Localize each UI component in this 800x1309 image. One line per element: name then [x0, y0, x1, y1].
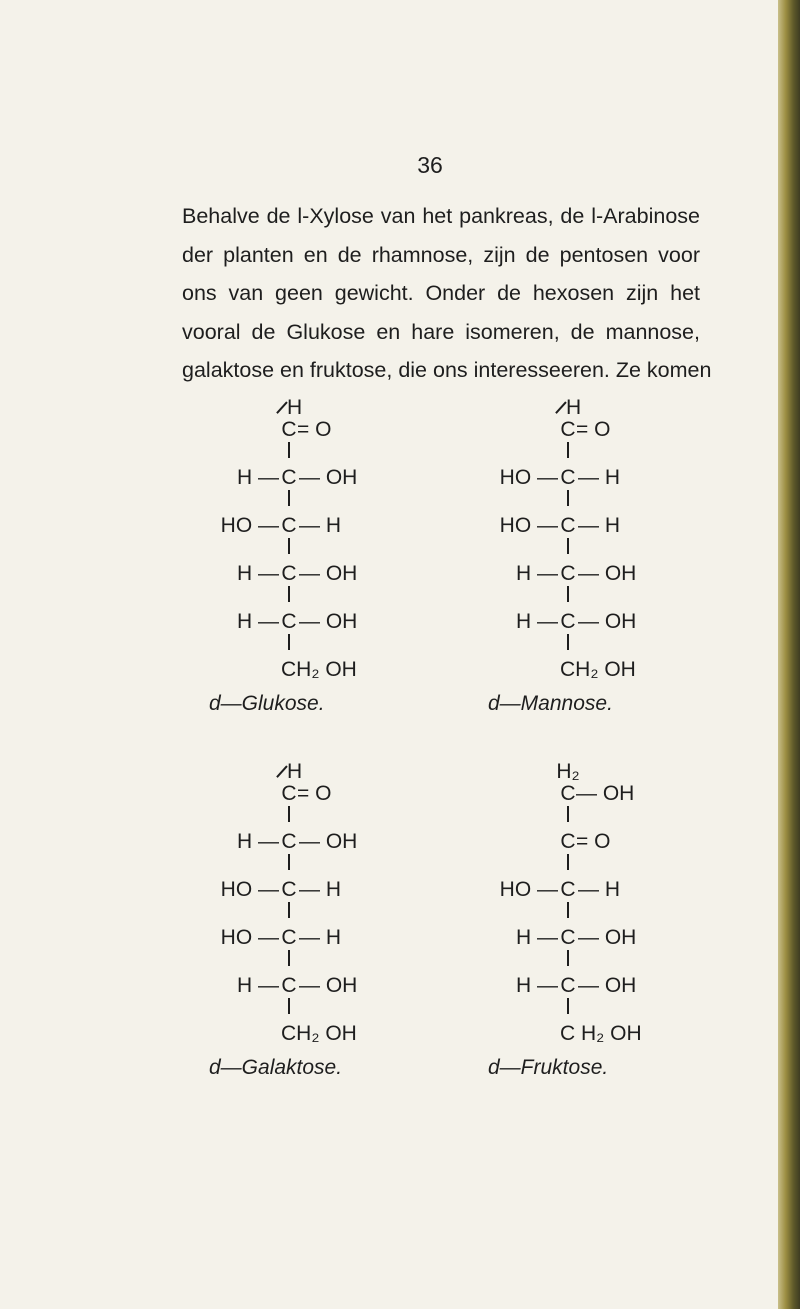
left-substituent: HO — [220, 514, 279, 537]
carbon-atom: C [560, 782, 576, 805]
vertical-bond [288, 490, 290, 506]
structure-caption: d—Galaktose. [209, 1056, 343, 1079]
carbon-atom: C [281, 782, 297, 805]
paragraph-line: ons van geen gewicht. Onder de hexosen zijn het [182, 281, 700, 306]
left-substituent: H — [516, 974, 558, 997]
carbon-atom: C [281, 418, 297, 441]
right-substituent: — OH [299, 466, 358, 489]
left-substituent: H — [516, 926, 558, 949]
carbon-atom: C [560, 878, 576, 901]
carbon-atom: C [281, 878, 297, 901]
vertical-bond [288, 806, 290, 822]
vertical-bond [567, 490, 569, 506]
left-substituent: H — [237, 562, 279, 585]
vertical-bond [288, 854, 290, 870]
carbon-substituent: = O [576, 418, 611, 441]
vertical-bond [288, 998, 290, 1014]
vertical-bond [567, 806, 569, 822]
right-substituent: — H [299, 878, 341, 901]
top-atom-label: H [287, 760, 303, 783]
right-substituent: — OH [299, 974, 358, 997]
carbon-atom: C [281, 974, 297, 997]
carbon-atom: C [281, 514, 297, 537]
paragraph-line: galaktose en fruktose, die ons interesseeren. Ze komen [182, 358, 712, 383]
structure-caption: d—Glukose. [209, 692, 325, 715]
carbon-substituent: = O [576, 830, 611, 853]
vertical-bond [567, 634, 569, 650]
right-substituent: — H [578, 466, 620, 489]
left-substituent: H — [516, 610, 558, 633]
terminal-group: CH₂ OH [560, 658, 636, 681]
vertical-bond [567, 586, 569, 602]
vertical-bond [288, 902, 290, 918]
vertical-bond [567, 902, 569, 918]
left-substituent: HO — [499, 878, 558, 901]
carbon-atom: C [560, 926, 576, 949]
carbon-atom: C [281, 562, 297, 585]
carbon-atom: C [281, 466, 297, 489]
carbon-atom: C [281, 926, 297, 949]
right-substituent: — OH [578, 974, 637, 997]
terminal-group: CH₂ OH [281, 1022, 357, 1045]
terminal-group: CH₂ OH [281, 658, 357, 681]
vertical-bond [288, 950, 290, 966]
right-substituent: — OH [578, 610, 637, 633]
right-substituent: — OH [299, 830, 358, 853]
right-substituent: — OH [578, 562, 637, 585]
paragraph-line: vooral de Glukose en hare isomeren, de mannose, [182, 319, 700, 344]
right-substituent: — OH [299, 562, 358, 585]
aldehyde-bond-line [555, 401, 566, 413]
carbon-atom: C [560, 466, 576, 489]
carbon-substituent: = O [297, 418, 332, 441]
left-substituent: H — [237, 830, 279, 853]
vertical-bond [288, 442, 290, 458]
aldehyde-bond-line [276, 765, 287, 777]
carbon-substituent: = O [297, 782, 332, 805]
vertical-bond [567, 950, 569, 966]
carbon-atom: C [560, 562, 576, 585]
top-atom-label: H₂ [556, 760, 580, 783]
left-substituent: H — [237, 974, 279, 997]
carbon-atom: C [560, 610, 576, 633]
structure-caption: d—Fruktose. [488, 1056, 609, 1079]
carbon-atom: C [560, 974, 576, 997]
left-substituent: HO — [220, 926, 279, 949]
terminal-group: C H₂ OH [560, 1022, 642, 1045]
top-atom-label: H [287, 396, 303, 419]
vertical-bond [567, 538, 569, 554]
left-substituent: HO — [499, 466, 558, 489]
vertical-bond [567, 442, 569, 458]
right-substituent: — H [299, 514, 341, 537]
vertical-bond [288, 586, 290, 602]
left-substituent: H — [516, 562, 558, 585]
left-substituent: HO — [499, 514, 558, 537]
left-substituent: HO — [220, 878, 279, 901]
vertical-bond [567, 854, 569, 870]
vertical-bond [288, 634, 290, 650]
right-substituent: — H [299, 926, 341, 949]
carbon-atom: C [281, 830, 297, 853]
body-paragraph [182, 197, 712, 390]
top-atom-label: H [566, 396, 582, 419]
carbon-atom: C [560, 514, 576, 537]
carbon-atom: C [560, 418, 576, 441]
right-substituent: — OH [578, 926, 637, 949]
vertical-bond [288, 538, 290, 554]
left-substituent: H — [237, 610, 279, 633]
page-edge-shadow [778, 0, 800, 1309]
right-substituent: — OH [299, 610, 358, 633]
vertical-bond [567, 998, 569, 1014]
carbon-atom: C [560, 830, 576, 853]
carbon-substituent: — OH [576, 782, 635, 805]
right-substituent: — H [578, 514, 620, 537]
left-substituent: H — [237, 466, 279, 489]
aldehyde-bond-line [276, 401, 287, 413]
page-number: 36 [417, 152, 443, 178]
right-substituent: — H [578, 878, 620, 901]
structure-caption: d—Mannose. [488, 692, 613, 715]
paragraph-line: Behalve de l-Xylose van het pankreas, de l-Arabinose [182, 204, 700, 228]
paragraph-line: der planten en de rhamnose, zijn de pentosen voor [182, 242, 700, 267]
carbon-atom: C [281, 610, 297, 633]
